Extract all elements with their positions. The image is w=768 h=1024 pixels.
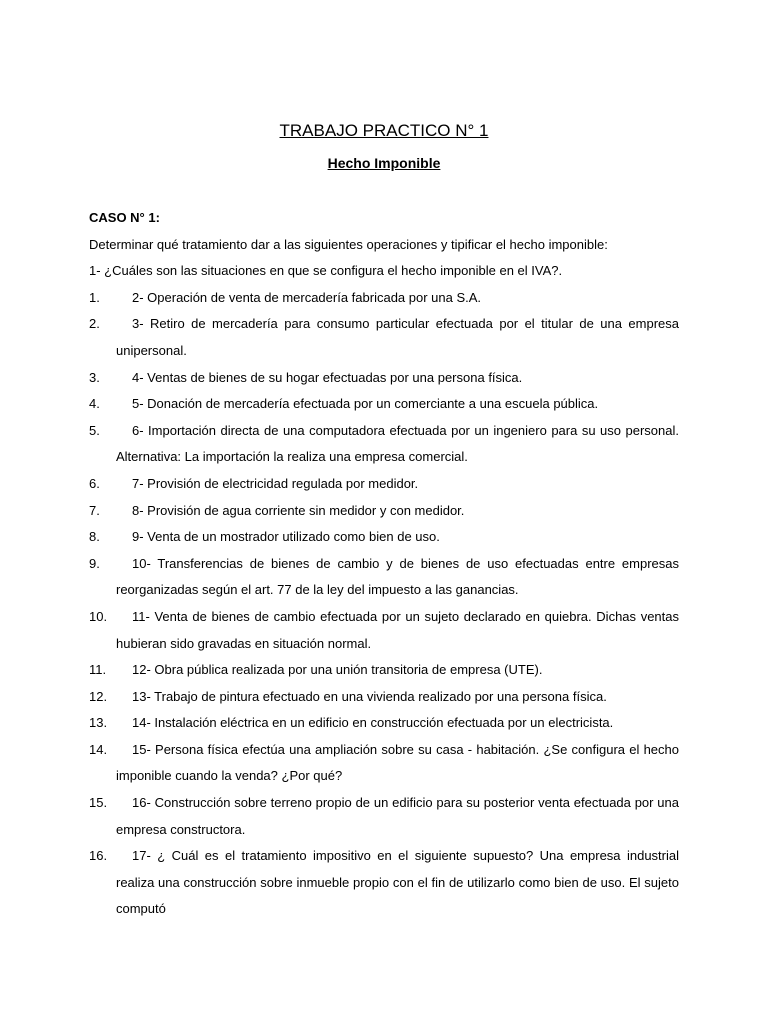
list-item-text: 13- Trabajo de pintura efectuado en una vivienda realizado por una persona física. — [132, 688, 607, 704]
list-item — [89, 710, 679, 737]
list-item — [89, 418, 679, 471]
list-item-number: 16. — [89, 848, 108, 864]
list-item-number: 6. — [89, 475, 100, 491]
list-item-text: 14- Instalación eléctrica en un edificio en construcción efectuada por un electricista. — [132, 715, 614, 731]
list-item — [89, 391, 679, 418]
list-item — [89, 498, 679, 525]
list-item-text: 11- Venta de bienes de cambio efectuada por un sujeto declarado en quiebra. Dichas ventas hubieran sido gravadas en situación normal. — [116, 608, 679, 651]
list-item-number: 3. — [89, 369, 100, 385]
list-item-number: 9. — [89, 555, 100, 571]
list-item-number: 14. — [89, 741, 108, 757]
list-item-text: 5- Donación de mercadería efectuada por un comerciante a una escuela pública. — [132, 396, 599, 412]
list-item — [89, 657, 679, 684]
list-item — [89, 524, 679, 551]
list-item-text: 4- Ventas de bienes de su hogar efectuadas por una persona física. — [132, 369, 523, 385]
case-label: CASO N° 1: — [89, 210, 160, 225]
list-item-text: 16- Construcción sobre terreno propio de un edificio para su posterior venta efectuada por una empresa constructora. — [116, 795, 679, 837]
list-item — [89, 843, 679, 923]
document-subtitle: Hecho Imponible — [327, 155, 441, 171]
list-item-number: 2. — [89, 316, 100, 332]
list-item-number: 4. — [89, 396, 100, 412]
list-item-number: 12. — [89, 688, 108, 704]
list-item-text: 9- Venta de un mostrador utilizado como bien de uso. — [132, 529, 440, 545]
list-item — [89, 365, 679, 392]
list-item-text: 10- Transferencias de bienes de cambio y de bienes de uso efectuadas entre empresas reorganizadas según el art. 77 de la ley del impuesto a las ganancias. — [116, 555, 679, 598]
list-item-number: 11. — [89, 662, 107, 678]
list-item-text: 12- Obra pública realizada por una unión transitoria de empresa (UTE). — [132, 662, 543, 678]
list-item-number: 10. — [89, 608, 108, 624]
question-1: 1- ¿Cuáles son las situaciones en que se configura el hecho imponible en el IVA?. — [89, 263, 563, 279]
list-item-text: 15- Persona física efectúa una ampliación sobre su casa - habitación. ¿Se configura el hecho imponible cuando la venda? ¿Por qué? — [116, 741, 679, 784]
list-item-number: 7. — [89, 502, 100, 518]
document-body — [89, 205, 679, 923]
list-item-text: 17- ¿ Cuál es el tratamiento impositivo en el siguiente supuesto? Una empresa industrial realiza una construcción sobre inmueble propio con el fin de utilizarlo como bien de uso. El sujeto computó — [116, 848, 679, 917]
list-item-number: 15. — [89, 795, 108, 811]
list-item-text: 7- Provisión de electricidad regulada por medidor. — [132, 475, 419, 491]
list-item-text: 8- Provisión de agua corriente sin medidor y con medidor. — [132, 502, 465, 518]
list-item-number: 8. — [89, 529, 100, 545]
list-item-number: 5. — [89, 422, 100, 438]
list-item-text: 3- Retiro de mercadería para consumo particular efectuada por el titular de una empresa unipersonal. — [116, 316, 679, 358]
list-item — [89, 737, 679, 790]
list-item — [89, 684, 679, 711]
list-item — [89, 551, 679, 604]
list-item — [89, 790, 679, 843]
list-item — [89, 471, 679, 498]
list-item-number: 1. — [89, 289, 100, 305]
list-item-number: 13. — [89, 715, 108, 731]
list-item-text: 2- Operación de venta de mercadería fabricada por una S.A. — [132, 289, 482, 305]
document-title: TRABAJO PRACTICO N° 1 — [279, 121, 489, 140]
list-item — [89, 285, 679, 312]
list-item — [89, 311, 679, 364]
intro-paragraph: Determinar qué tratamiento dar a las siguientes operaciones y tipificar el hecho imponible: — [89, 236, 608, 252]
list-item-text: 6- Importación directa de una computadora efectuada por un ingeniero para su uso personal. Alternativa: La importación la realiza una empresa comercial. — [116, 422, 679, 465]
list-item — [89, 604, 679, 657]
